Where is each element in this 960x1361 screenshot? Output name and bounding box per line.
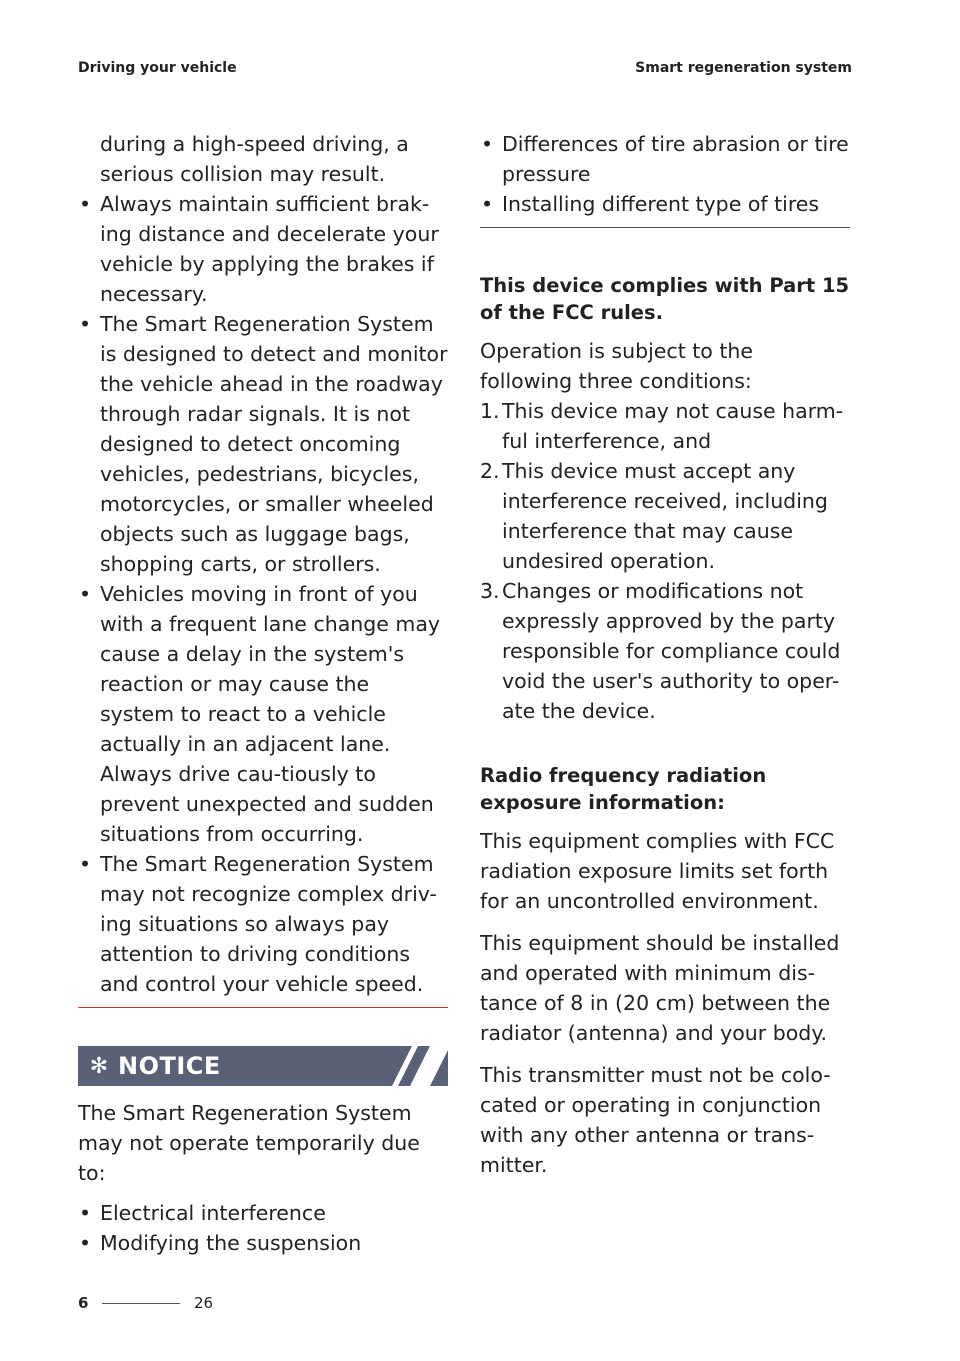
asterisk-icon: ✻ xyxy=(89,1053,109,1079)
list-item: • The Smart Regeneration System may not recognize complex driv-ing situations so always pay attention to driving conditions and control your vehicle speed. xyxy=(78,849,448,999)
notice-banner xyxy=(78,1046,448,1086)
warning-bullet-list xyxy=(78,189,448,999)
list-item: • The Smart Regeneration System is designed to detect and monitor the vehicle ahead in the roadway through radar signals. It is not designed to detect oncoming vehicles, pedestrians, bicycles, motorcycles, or smaller wheeled objects such as luggage bags, shopping carts, or strollers. xyxy=(78,309,448,579)
list-item: • Differences of tire abrasion or tire pressure xyxy=(480,129,850,189)
page-number: 26 xyxy=(194,1294,214,1312)
bullet-icon: • xyxy=(480,132,494,156)
bullet-icon: • xyxy=(78,192,92,216)
fcc-conditions-list xyxy=(480,396,850,726)
bullet-icon: • xyxy=(78,582,92,606)
bullet-icon: • xyxy=(480,192,494,216)
rf-paragraph: This equipment complies with FCC radiation exposure limits set forth for an uncontrolled environment. xyxy=(480,829,835,913)
chapter-number: 6 xyxy=(78,1294,89,1312)
notice-bullet-list-continued xyxy=(480,129,850,219)
footer-divider xyxy=(102,1303,180,1304)
fcc-heading: This device complies with Part 15 of the FCC rules. xyxy=(480,274,850,324)
continued-text: during a high-speed driving, a serious collision may result. xyxy=(100,132,409,186)
rf-paragraph: This transmitter must not be colo-cated or operating in conjunction with any other antenna or trans-mitter. xyxy=(480,1063,831,1177)
list-item: • Vehicles moving in front of you with a frequent lane change may cause a delay in the system's reaction or may cause the system to react to a vehicle actually in an adjacent lane. Always drive cau-tiously to prevent unexpected and sudden situations from occurring. xyxy=(78,579,448,849)
list-item: • Modifying the suspension xyxy=(78,1228,448,1258)
notice-label: NOTICE xyxy=(118,1052,221,1080)
running-header-topic: Smart regeneration system xyxy=(635,60,852,76)
bullet-icon: • xyxy=(78,1201,92,1225)
left-column xyxy=(78,129,448,1258)
fcc-intro: Operation is subject to the following three conditions: xyxy=(480,339,753,393)
list-item: • Electrical interference xyxy=(78,1198,448,1228)
right-column xyxy=(480,129,850,1180)
page-footer xyxy=(78,1294,213,1312)
bullet-icon: • xyxy=(78,1231,92,1255)
rf-paragraph: This equipment should be installed and operated with minimum dis-tance of 8 in (20 cm) between the radiator (antenna) and your body. xyxy=(480,931,840,1045)
list-item: 2. This device must accept any interference received, including interference that may cause undesired operation. xyxy=(480,459,828,573)
running-header-section: Driving your vehicle xyxy=(78,60,237,76)
warning-end-divider xyxy=(78,1007,448,1008)
bullet-icon: • xyxy=(78,312,92,336)
list-item: • Installing different type of tires xyxy=(480,189,850,219)
list-item: • Always maintain sufficient brak-ing distance and decelerate your vehicle by applying the brakes if necessary. xyxy=(78,189,448,309)
notice-bullet-list xyxy=(78,1198,448,1258)
notice-text: The Smart Regeneration System may not operate temporarily due to: xyxy=(78,1101,420,1185)
bullet-icon: • xyxy=(78,852,92,876)
rf-heading: Radio frequency radiation exposure information: xyxy=(480,764,767,814)
list-item: 1. This device may not cause harm-ful interference, and xyxy=(480,399,844,453)
list-item: 3. Changes or modifications not expressly approved by the party responsible for compliance could void the user's authority to oper-ate the device. xyxy=(480,579,841,723)
stripe-decoration-icon xyxy=(378,1046,448,1086)
